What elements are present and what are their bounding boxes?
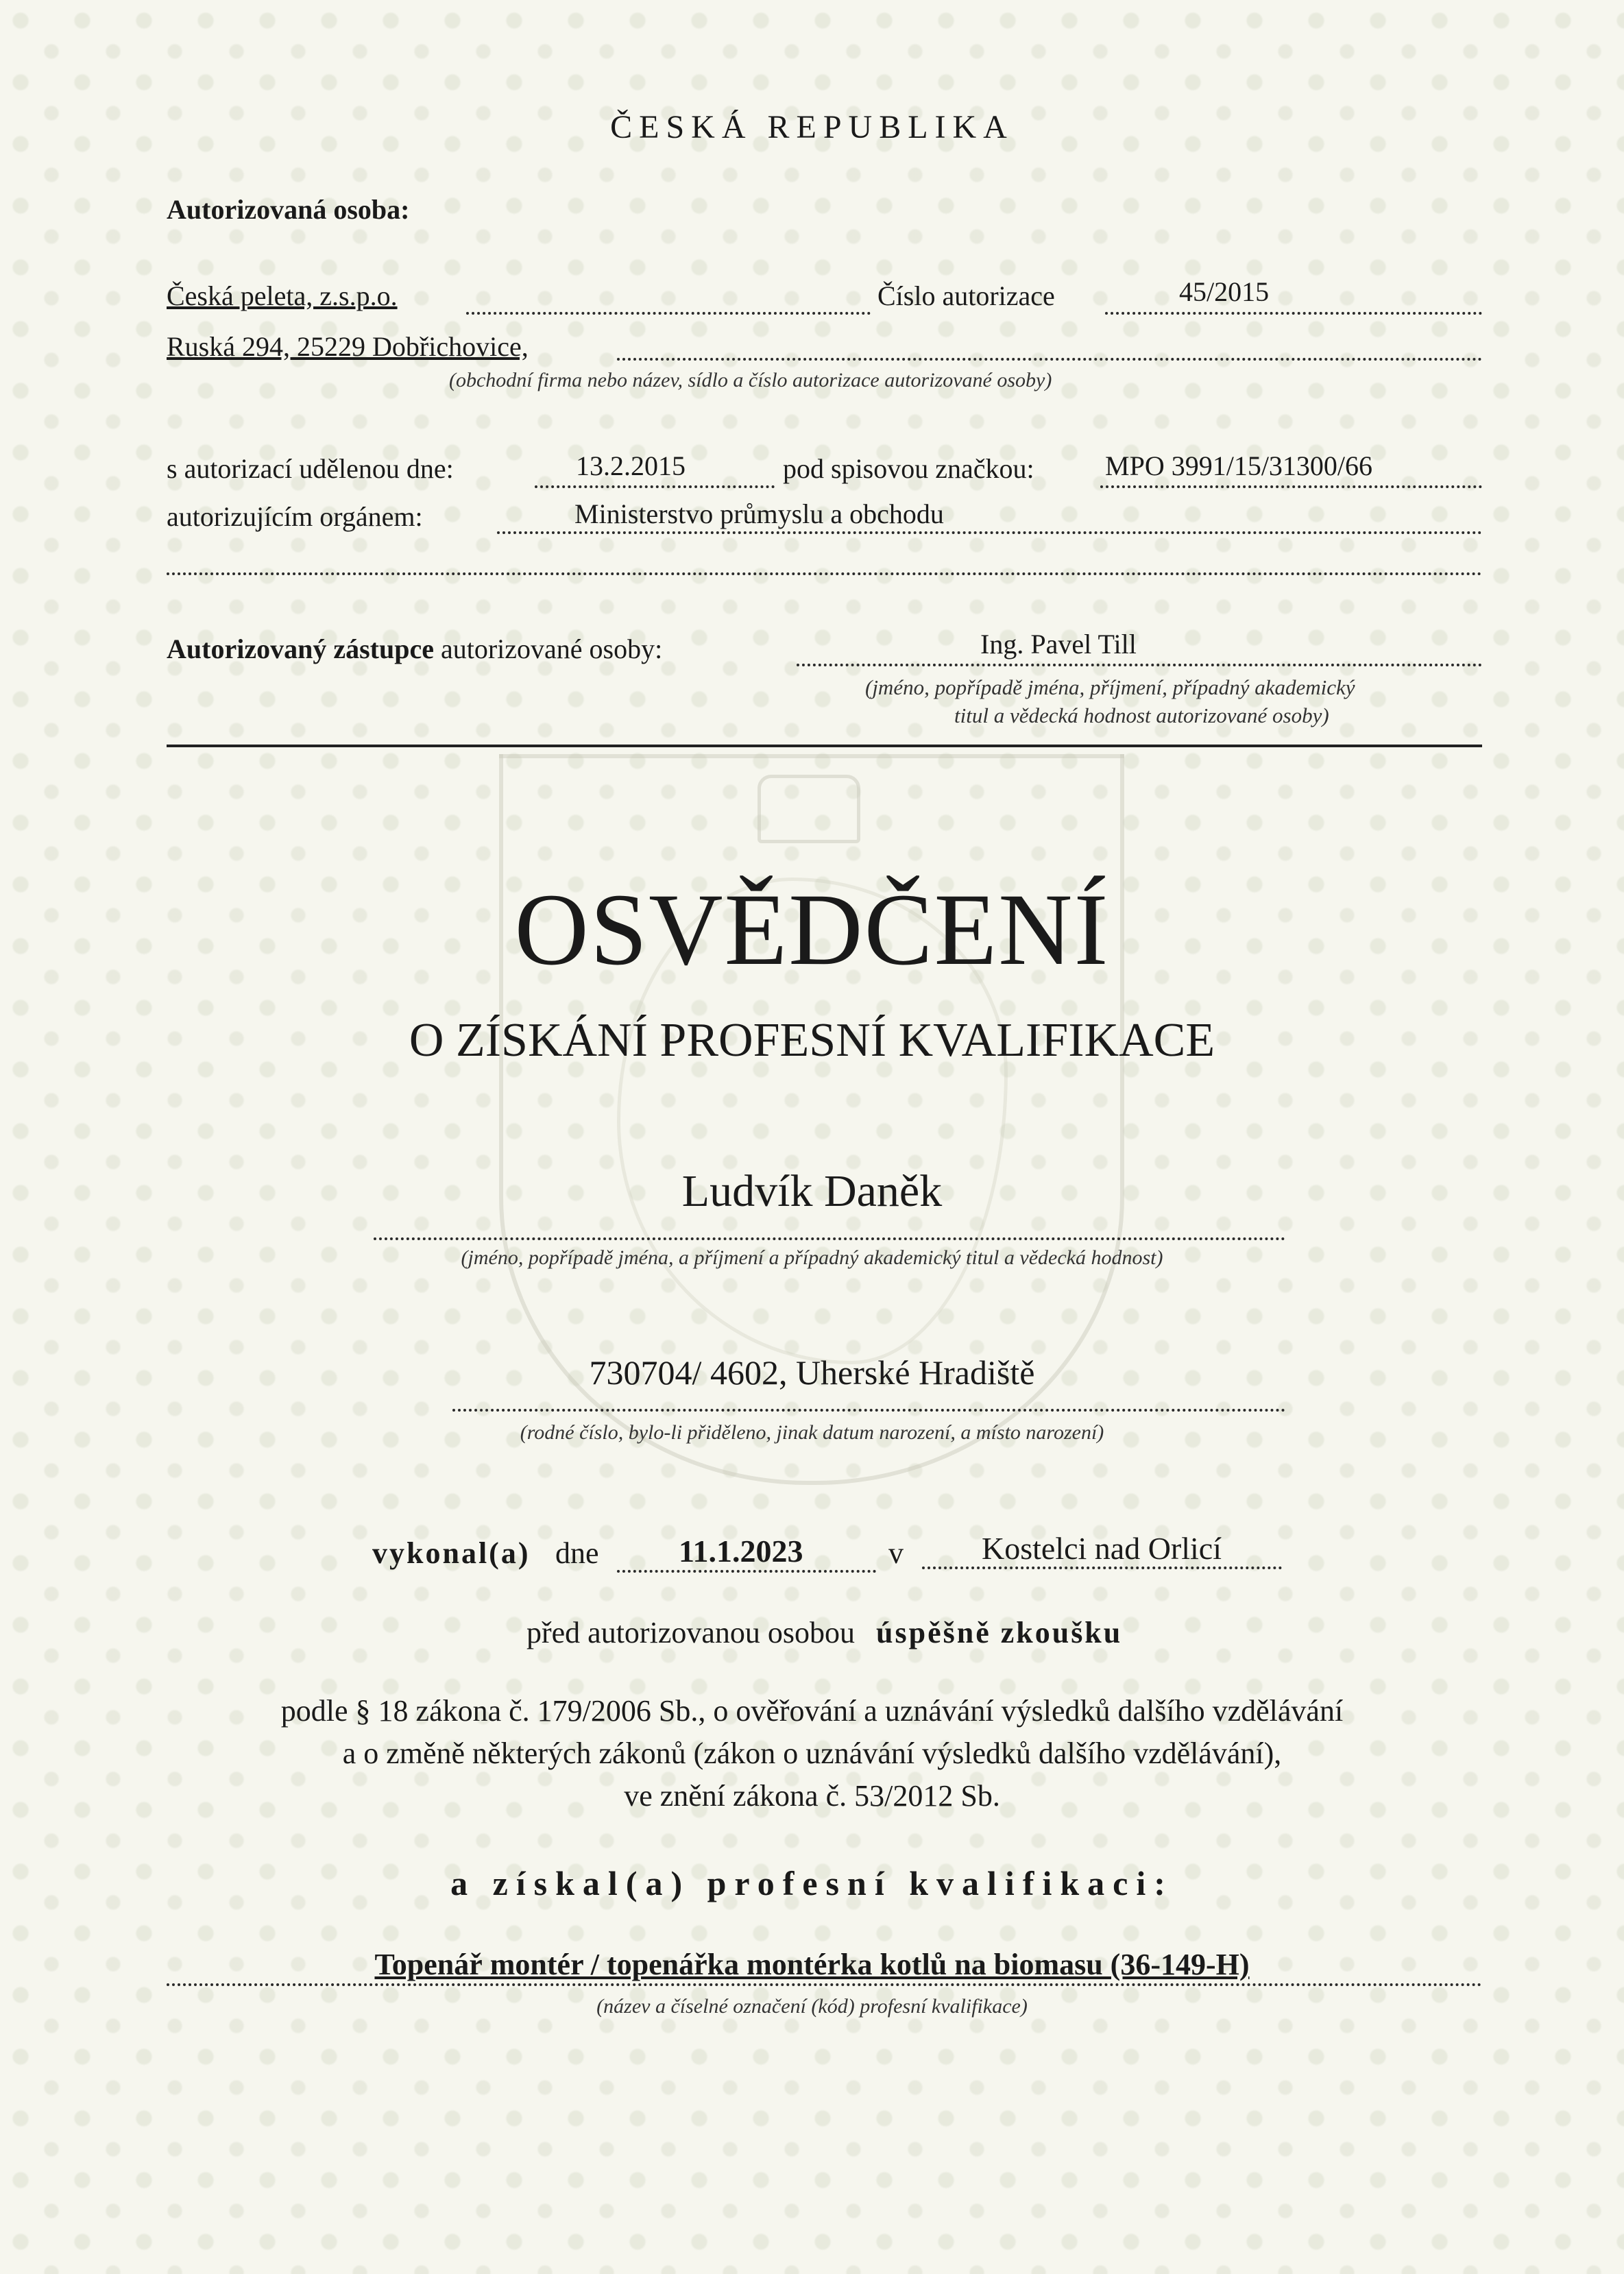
country-heading: ČESKÁ REPUBLIKA [610,109,1014,145]
authorized-person-address: Ruská 294, 25229 Dobřichovice, [167,331,529,362]
dotted-line [497,531,1482,534]
dotted-line [374,1237,1285,1240]
qualification-heading: a získal(a) profesní kvalifikaci: [450,1864,1174,1902]
exam-performed-label: vykonal(a) [372,1536,531,1570]
certificate-title: OSVĚDČENÍ [514,873,1110,987]
authorized-person-label: Autorizovaná osoba: [167,194,410,225]
dotted-line [167,572,1482,575]
holder-birth: 730704/ 4602, Uherské Hradiště [589,1353,1035,1392]
exam-place-label: v [888,1536,904,1570]
dotted-line [167,1983,1482,1986]
holder-name-note: (jméno, popřípadě jména, a příjmení a případný akademický titul a vědecká hodnost) [461,1246,1163,1269]
representative-label-bold: Autorizovaný zástupce [167,633,434,664]
dotted-line [1100,485,1482,488]
holder-birth-note: (rodné číslo, bylo-li přiděleno, jinak datum narození, a místo narození) [520,1421,1104,1444]
law-line-2: a o změně některých zákonů (zákon o uznávání výsledků dalšího vzdělávání), [342,1737,1282,1770]
representative-note-2: titul a vědecká hodnost autorizované osoby) [954,703,1329,727]
exam-date: 11.1.2023 [679,1534,803,1569]
authorized-person-note: (obchodní firma nebo název, sídlo a číslo autorizace autorizované osoby) [449,369,1052,391]
law-line-3: ve znění zákona č. 53/2012 Sb. [624,1779,1000,1813]
dotted-line [922,1567,1282,1569]
dotted-line [797,664,1482,666]
exam-place: Kostelci nad Orlicí [982,1531,1222,1566]
auth-number-value: 45/2015 [1179,276,1270,307]
file-number-value: MPO 3991/15/31300/66 [1105,450,1373,481]
granted-date: 13.2.2015 [576,450,686,481]
representative-name: Ing. Pavel Till [980,629,1137,660]
exam-before-line [526,1615,1122,1650]
dotted-line [466,312,871,315]
exam-date-label: dne [555,1536,599,1570]
section-divider [167,745,1482,747]
dotted-line [617,1570,876,1573]
dotted-line [452,1409,1285,1412]
dotted-line [535,485,775,488]
representative-note-1: (jméno, popřípadě jména, příjmení, případný akademický [865,675,1355,699]
law-line-1: podle § 18 zákona č. 179/2006 Sb., o ověřování a uznávání výsledků dalšího vzdělávání [280,1694,1344,1728]
dotted-line [617,358,1482,361]
granted-label: s autorizací udělenou dne: [167,453,454,484]
file-number-label: pod spisovou značkou: [783,453,1034,484]
qualification-note: (název a číselné označení (kód) profesní kvalifikace) [596,1995,1028,2018]
authorized-person-name: Česká peleta, z.s.p.o. [167,280,398,311]
auth-number-label: Číslo autorizace [877,280,1055,311]
representative-label-rest: autorizované osoby: [440,633,663,664]
crown-icon [758,775,860,843]
dotted-line [1105,312,1482,315]
exam-result: úspěšně zkoušku [876,1616,1123,1649]
qualification-name: Topenář montér / topenářka montérka kotlů na biomasu (36-149-H) [374,1948,1250,1981]
representative-label [167,633,662,665]
authority-value: Ministerstvo průmyslu a obchodu [574,498,944,529]
certificate-subtitle: O ZÍSKÁNÍ PROFESNÍ KVALIFIKACE [409,1014,1215,1067]
exam-before-text: před autorizovanou osobou [526,1616,855,1649]
authority-label: autorizujícím orgánem: [167,501,423,532]
holder-name: Ludvík Daněk [681,1166,943,1216]
